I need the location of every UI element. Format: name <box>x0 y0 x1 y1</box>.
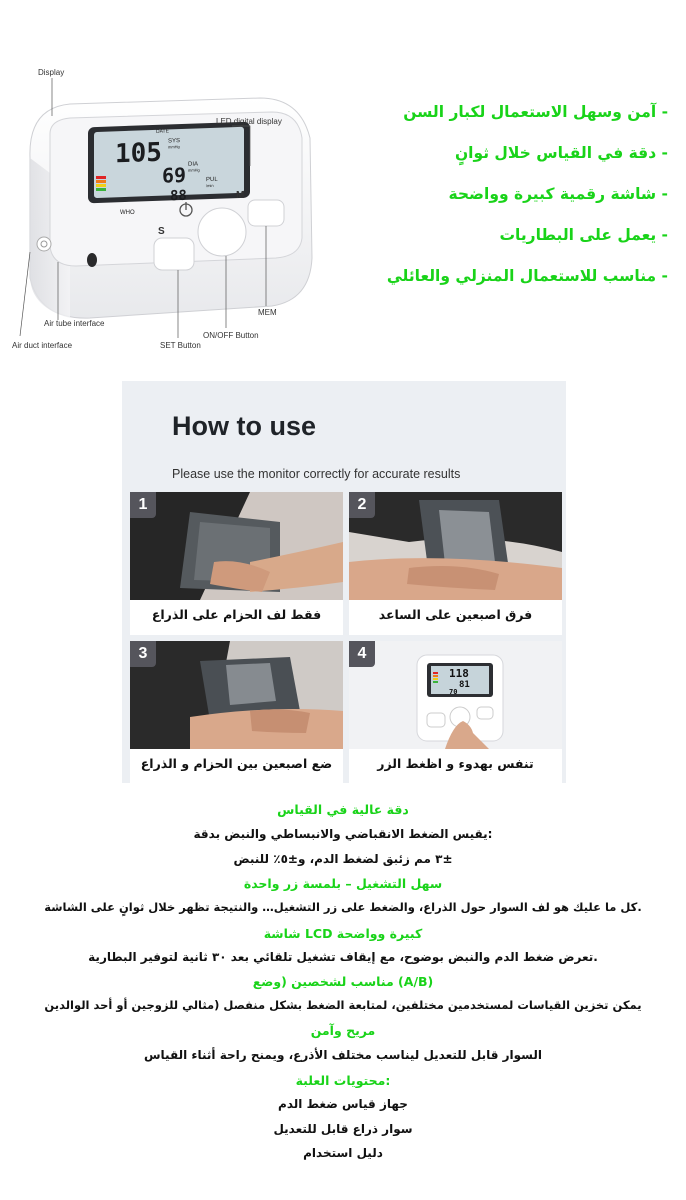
pul-value: 88 <box>170 187 187 205</box>
desc-text: .تعرض ضغط الدم والنبض بوضوح، مع إيقاف تشغيل تلقائي بعد ٣٠ ثانية لتوفير البطارية <box>88 950 598 964</box>
step-caption: فرق اصبعين على الساعد <box>378 607 533 622</box>
desc-heading-comfort: مريح وآمن <box>310 1023 376 1038</box>
set-button[interactable] <box>154 238 194 270</box>
feature-item: - دقة في القياس خلال ثوانٍ <box>454 144 668 162</box>
step-card-1 <box>130 492 343 635</box>
s-label: S <box>158 226 165 237</box>
m-label: M <box>236 190 245 201</box>
desc-text: ±٣ مم زئبق لضغط الدم، و±٥٪ للنبض <box>233 852 453 866</box>
desc-text: يمكن تخزين القياسات لمستخدمين مختلفين، لمتابعة الضغط بشكل منفصل (مثالي للزوجين أو أحد الوالدين <box>44 998 642 1012</box>
desc-heading-box: :محتويات العلبة <box>295 1073 391 1088</box>
step-caption: ضع اصبعين بين الحزام و الذراع <box>140 756 333 771</box>
step-number: 4 <box>349 641 375 667</box>
step-caption: فقط لف الحزام على الذراع <box>151 607 322 622</box>
dia-unit: mmHg <box>188 167 200 173</box>
dia-label: DIA <box>188 161 199 168</box>
desc-heading-easy: سهل التشغيل – بلمسة زر واحدة <box>243 876 443 891</box>
step-number: 1 <box>130 492 156 518</box>
air-tube-port-icon <box>87 253 97 267</box>
feature-item: - يعمل على البطاريات <box>499 226 668 244</box>
onoff-button[interactable] <box>198 208 246 256</box>
box-item: دليل استخدام <box>303 1146 383 1160</box>
air-duct-icon <box>37 237 51 251</box>
mini-sys: 118 <box>449 667 469 680</box>
step-card-2 <box>349 492 562 635</box>
step-1-photo <box>130 492 343 600</box>
display-label: Display <box>38 68 65 77</box>
desc-heading-accuracy: دقة عالية في القياس <box>277 802 409 817</box>
sys-label: SYS <box>168 138 181 145</box>
step-number: 3 <box>130 641 156 667</box>
pul-label: PUL <box>206 176 218 184</box>
air-tube-label: Air tube interface <box>44 319 105 328</box>
desc-text: :يقيس الضغط الانقباضي والانبساطي والنبض بدقة <box>193 827 493 841</box>
features-list <box>308 92 668 297</box>
set-button-label: SET Button <box>160 341 201 350</box>
step-card-3 <box>130 641 343 784</box>
mini-pul: 70 <box>449 688 458 696</box>
how-to-use-subtitle: Please use the monitor correctly for accurate results <box>172 467 461 481</box>
how-to-use-panel <box>122 381 566 783</box>
feature-item: - شاشة رقمية كبيرة وواضحة <box>448 185 668 203</box>
dia-value: 69 <box>162 162 187 188</box>
feature-item: - آمن وسهل الاستعمال لكبار السن <box>403 103 668 121</box>
pul-unit: /min <box>206 182 214 189</box>
led-display-label: LED digital display <box>216 117 282 126</box>
step-2-photo <box>349 492 562 600</box>
feature-item: - مناسب للاستعمال المنزلي والعائلي <box>386 267 668 285</box>
mem-label: MEM <box>258 308 277 317</box>
sys-unit: mmHg <box>168 144 180 150</box>
air-duct-label: Air duct interface <box>12 341 73 350</box>
box-item: سوار ذراع قابل للتعديل <box>273 1122 413 1136</box>
date-label: DATE <box>156 128 169 135</box>
step-4-photo <box>349 641 562 749</box>
desc-text: .كل ما عليك هو لف السوار حول الذراع، والضغط على زر التشغيل… والنتيجة تظهر خلال ثوانٍ على الشاشة <box>44 900 642 914</box>
how-to-use-title: How to use <box>172 411 317 441</box>
desc-heading-two-users: (A/B) مناسب لشخصين (وضع <box>252 974 434 989</box>
step-number: 2 <box>349 492 375 518</box>
device-diagram <box>10 68 316 350</box>
step-caption: تنفس بهدوء و اظغط الزر <box>377 756 534 771</box>
desc-text: السوار قابل للتعديل ليناسب مختلف الأذرع، ويمنح راحة أثناء القياس <box>143 1048 542 1062</box>
mem-button[interactable] <box>248 200 284 226</box>
step-3-photo <box>130 641 343 749</box>
desc-heading-lcd: كبيرة وواضحة LCD شاشة <box>263 926 423 941</box>
who-label: WHO <box>120 210 135 216</box>
sys-value: 105 <box>115 137 162 170</box>
box-item: جهاز قياس ضغط الدم <box>278 1097 408 1111</box>
step-card-4 <box>349 641 562 784</box>
mini-dia: 81 <box>459 680 470 690</box>
onoff-button-label: ON/OFF Button <box>203 331 259 340</box>
